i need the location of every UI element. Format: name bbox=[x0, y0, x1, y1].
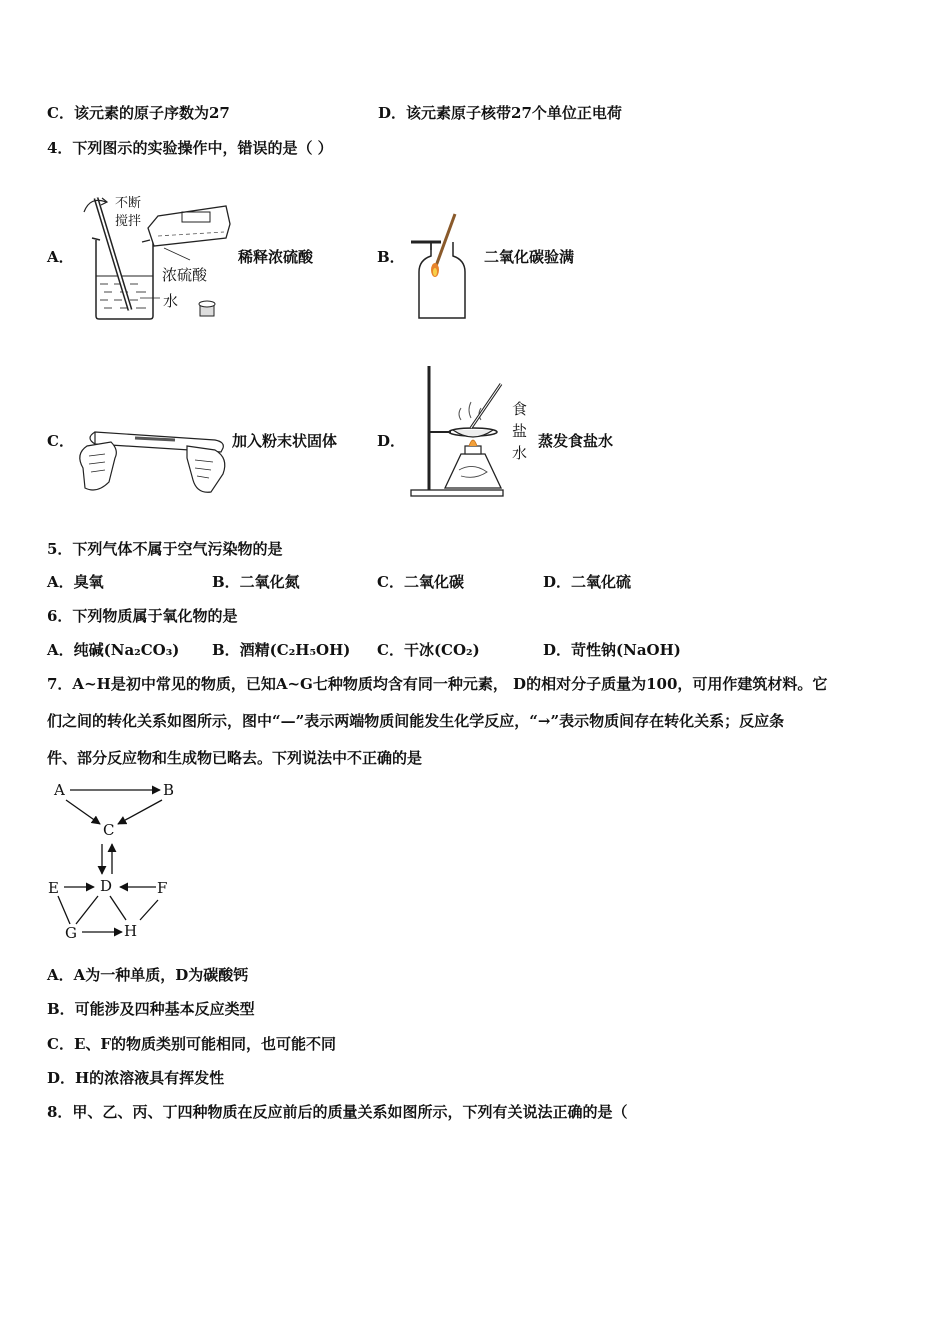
q4-d-letter: D． bbox=[377, 432, 406, 450]
q6-option-a: A．纯碱(Na₂CO₃) bbox=[47, 641, 180, 659]
q5-option-c: C．二氧化碳 bbox=[377, 573, 464, 591]
q4-c-letter: C． bbox=[47, 432, 74, 450]
fig-label-acid: 浓硫酸 bbox=[162, 266, 208, 284]
node-b: B bbox=[163, 781, 175, 799]
q3-option-c: C．该元素的原子序数为27 bbox=[47, 104, 230, 122]
q5-option-b: B．二氧化氮 bbox=[212, 573, 300, 591]
node-e: E bbox=[48, 879, 59, 897]
node-c: C bbox=[103, 821, 115, 839]
q7-option-d: D．H的浓溶液具有挥发性 bbox=[47, 1069, 225, 1087]
q3-option-d: D．该元素原子核带27个单位正电荷 bbox=[378, 104, 622, 122]
q5-option-d: D．二氧化硫 bbox=[543, 573, 632, 591]
q7-stem-line1: 7．A~H是初中常见的物质，已知A~G七种物质均含有同一种元素， D的相对分子质量为100，可用作建筑材料。它 bbox=[47, 675, 828, 693]
q6-option-b: B．酒精(C₂H₅OH) bbox=[212, 641, 351, 659]
q7-relationship-diagram bbox=[44, 778, 184, 943]
node-d: D bbox=[100, 877, 113, 895]
q6-stem: 6．下列物质属于氧化物的是 bbox=[47, 607, 238, 625]
q4-b-letter: B． bbox=[377, 248, 405, 266]
q4-d-caption: 蒸发食盐水 bbox=[538, 432, 614, 450]
fig-label-stir2: 搅拌 bbox=[115, 214, 142, 229]
node-h: H bbox=[124, 922, 138, 940]
q4-a-caption: 稀释浓硫酸 bbox=[238, 248, 314, 266]
q4-b-caption: 二氧化碳验满 bbox=[484, 248, 575, 266]
fig-label-salt3: 水 bbox=[512, 444, 528, 462]
q8-stem: 8．甲、乙、丙、丁四种物质在反应前后的质量关系如图所示，下列有关说法正确的是（ bbox=[47, 1103, 628, 1121]
q7-option-c: C．E、F的物质类别可能相同，也可能不同 bbox=[47, 1035, 337, 1053]
q5-stem: 5．下列气体不属于空气污染物的是 bbox=[47, 540, 283, 558]
node-a: A bbox=[54, 781, 65, 799]
node-f: F bbox=[157, 879, 168, 897]
q7-stem-line3: 件、部分反应物和生成物已略去。下列说法中不正确的是 bbox=[47, 749, 423, 767]
dilute-acid-figure bbox=[78, 188, 238, 323]
q5-option-a: A．臭氧 bbox=[47, 573, 104, 591]
fig-label-water: 水 bbox=[163, 292, 179, 310]
fig-label-stir: 不断 bbox=[115, 196, 142, 211]
q6-option-d: D．苛性钠(NaOH) bbox=[543, 641, 681, 659]
co2-test-figure bbox=[405, 212, 475, 324]
fig-label-salt1: 食 bbox=[512, 400, 528, 418]
q4-a-letter: A． bbox=[47, 248, 74, 266]
q7-option-a: A．A为一种单质，D为碳酸钙 bbox=[47, 966, 249, 984]
q7-stem-line2: 们之间的转化关系如图所示，图中“—”表示两端物质间能发生化学反应，“→”表示物质间存在转化关系；反应条 bbox=[47, 712, 785, 730]
fig-label-salt2: 盐 bbox=[512, 422, 528, 440]
node-g: G bbox=[65, 924, 77, 942]
evaporation-figure bbox=[405, 364, 510, 500]
q7-option-b: B．可能涉及四种基本反应类型 bbox=[47, 1000, 255, 1018]
q6-option-c: C．干冰(CO₂) bbox=[377, 641, 480, 659]
q4-c-caption: 加入粉末状固体 bbox=[232, 432, 338, 450]
q4-stem: 4．下列图示的实验操作中，错误的是（ ） bbox=[47, 139, 333, 157]
powder-test-tube-figure bbox=[75, 428, 230, 498]
